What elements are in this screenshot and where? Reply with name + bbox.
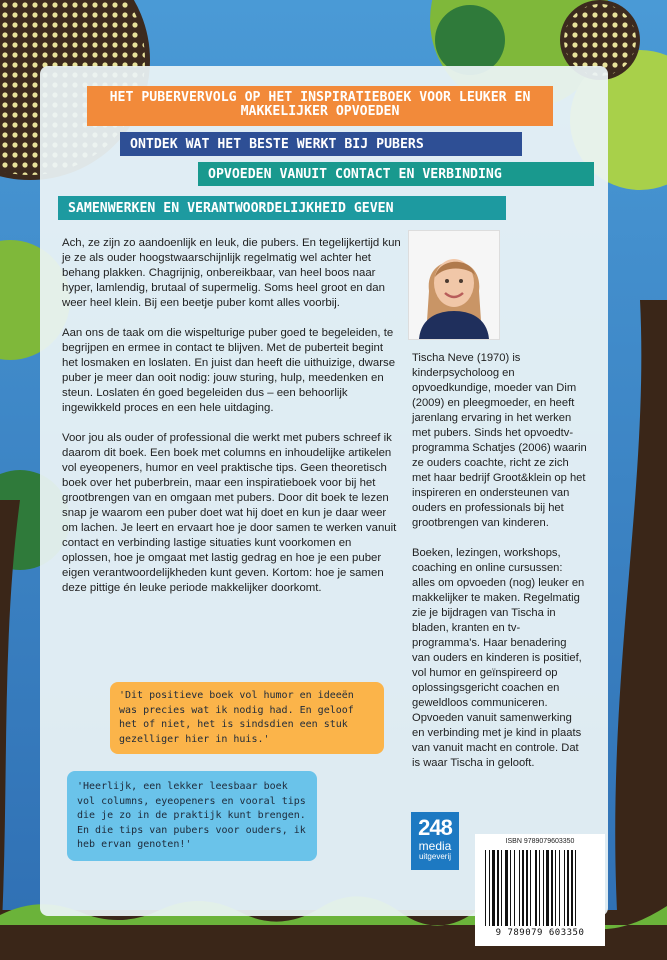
blurb-paragraph-1: Ach, ze zijn zo aandoenlijk en leuk, die pubers. En tegelijkertijd kun je ze als ouder hoogstwaarschijnlijk regelmatig wel achter het behang plakken. Chagrijnig, onbereikbaar, van heel boos naar hyper, lamlendig, brutaal of supermelig. Soms heel groot en dan weer heel klein. Bij een beetje puber komt alles voorbij. [62, 237, 401, 309]
publisher-number: 248 [418, 815, 452, 840]
bio-paragraph-2: Boeken, lezingen, workshops, coaching en online cursussen: alles om opvoeden (nog) leuker en makkelijker te maken. Regelmatig zie je bijdragen van Tischa in bladen, kranten en tv-programma's. Haar benadering van ouders en kinderen is positief, vol humor en geïnspireerd op oplossingsgericht coachen en geweldloos communiceren. Opvoeden vanuit samenwerking en verbinding met je kind in plaats van vanuit macht en controle. Dat is waar Tischa in gelooft. [412, 547, 585, 769]
isbn-barcode-box [475, 834, 605, 946]
banner-tagline: HET PUBERVERVOLG OP HET INSPIRATIEBOEK VOOR LEUKER EN MAKKELIJKER OPVOEDEN [87, 86, 553, 126]
bio-paragraph-1: Tischa Neve (1970) is kinderpsycholoog en opvoedkundige, moeder van Dim (2009) en pleegmoeder, en heeft jarenlang ervaring in het werken met pubers. Sinds het opvoedtv-programma Schatjes (2006) waarin ze ouders coachte, richt ze zich met haar bedrijf Groot&klein op het inspireren en ondersteunen van ouders en professionals bij het grootbrengen van kinderen. [412, 352, 587, 529]
blurb-text [62, 236, 402, 611]
author-bio [412, 351, 587, 786]
publisher-logo [411, 812, 459, 870]
review-quote-1: 'Dit positieve boek vol humor en ideeën was precies wat ik nodig had. En geloof het of niet, het is sindsdien een stuk gezelliger hier in huis.' [110, 682, 384, 754]
review-quote-2: 'Heerlijk, een lekker leesbaar boek vol columns, eyeopeners en vooral tips die je zo in de praktijk kunt brengen. En die tips van pubers voor ouders, ik heb ervan genoten!' [67, 771, 317, 861]
blurb-paragraph-2: Aan ons de taak om die wispelturige puber goed te begeleiden, te begrijpen en ermee in contact te blijven. Met de puberteit begint het losmaken en loslaten. En juist dan heeft die uithuizige, dwarse puber je meer dan ooit nodig: jouw sturing, hulp, meedenken en steun. Loslaten én goed begeleiden dus – een behoorlijk ingewikkeld proces en een hele uitdaging. [62, 327, 396, 414]
barcode-number: 9 789079 603350 [495, 928, 585, 938]
author-photo [408, 230, 500, 340]
isbn-label: ISBN 9789079603350 [505, 838, 575, 845]
banner-connection: OPVOEDEN VANUIT CONTACT EN VERBINDING [198, 162, 594, 186]
blurb-paragraph-3: Voor jou als ouder of professional die werkt met pubers schreef ik daarom dit boek. Een boek met columns en inhoudelijke artikelen vol eyeopeners, humor en veel praktische tips. Geen theoretisch boek over het puberbrein, maar een inspiratieboek voor bij het grootbrengen van en omgaan met pubers. Door dit boek te lezen snap je waarom een puber doet wat hij doet en kun je daar weer om lachen. Je leert en ervaart hoe je door samen te werken vanuit contact en verbinding lastige situaties kunt voorkomen en oplossen, hoe je omgaat met lastig gedrag en hoe je een puber eigen verantwoordelijkheden kunt geven. Kortom: hoe je samen deze pittige én leuke periode makkelijker doorkomt. [62, 432, 397, 594]
publisher-sub: uitgeverij [418, 852, 451, 861]
banner-cooperation: SAMENWERKEN EN VERANTWOORDELIJKHEID GEVEN [58, 196, 506, 220]
barcode-icon [483, 850, 597, 926]
banner-discover: ONTDEK WAT HET BESTE WERKT BIJ PUBERS [120, 132, 522, 156]
publisher-name: media [418, 839, 452, 853]
